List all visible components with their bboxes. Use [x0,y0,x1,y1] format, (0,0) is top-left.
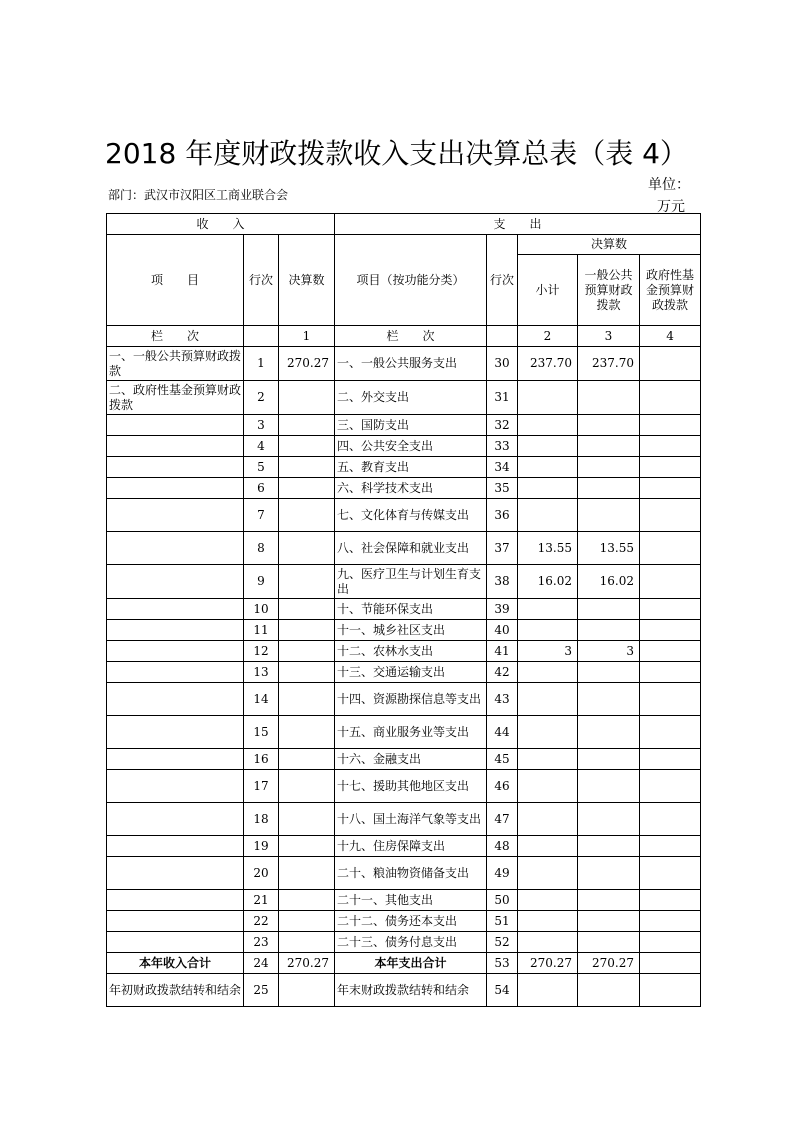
income-amount-cell [279,974,335,1007]
income-item-cell [107,803,244,836]
income-row-no-cell: 19 [244,836,279,857]
gov-fund-cell [640,532,701,565]
expense-row-no-cell: 44 [487,716,518,749]
expense-item-cell: 二、外交支出 [335,381,487,415]
general-budget-cell [578,499,640,532]
gov-fund-cell [640,381,701,415]
income-row-no-cell: 17 [244,770,279,803]
subtotal-header: 小计 [518,255,578,326]
table-row [107,532,701,565]
income-amount-cell [279,381,335,415]
col-1: 1 [279,326,335,347]
subtotal-cell [518,457,578,478]
income-item-cell [107,532,244,565]
table-row [107,662,701,683]
income-amount-cell [279,599,335,620]
gov-fund-cell [640,347,701,381]
expense-row-no-cell: 50 [487,890,518,911]
income-row-no-cell: 7 [244,499,279,532]
expense-item-cell: 十七、援助其他地区支出 [335,770,487,803]
expense-item-cell: 一、一般公共服务支出 [335,347,487,381]
income-amount-cell [279,532,335,565]
income-amount-header: 决算数 [279,235,335,326]
expense-item-cell: 九、医疗卫生与计划生育支出 [335,565,487,599]
expense-item-cell: 十、节能环保支出 [335,599,487,620]
gov-fund-cell [640,953,701,974]
table-row [107,836,701,857]
col-label-expense: 栏 次 [335,326,487,347]
income-item-cell [107,770,244,803]
expense-item-cell: 八、社会保障和就业支出 [335,532,487,565]
table-row [107,716,701,749]
table-row [107,770,701,803]
subtotal-cell [518,499,578,532]
income-amount-cell [279,803,335,836]
expense-row-no-cell: 39 [487,599,518,620]
gov-fund-cell [640,716,701,749]
subtotal-cell [518,890,578,911]
col-blank [244,326,279,347]
expense-row-no-cell: 40 [487,620,518,641]
general-budget-cell [578,683,640,716]
income-amount-cell [279,457,335,478]
col-2: 2 [518,326,578,347]
col-label-income: 栏 次 [107,326,244,347]
gov-fund-header: 政府性基金预算财政拨款 [640,255,701,326]
income-item-cell [107,457,244,478]
general-budget-cell [578,932,640,953]
income-item-cell [107,436,244,457]
income-amount-cell [279,415,335,436]
expense-row-no-cell: 53 [487,953,518,974]
expense-row-no-cell: 51 [487,911,518,932]
subtotal-cell [518,478,578,499]
subtotal-cell [518,770,578,803]
income-row-no-cell: 12 [244,641,279,662]
income-item-cell [107,836,244,857]
general-budget-cell [578,749,640,770]
subtotal-cell [518,749,578,770]
subtotal-cell [518,836,578,857]
income-item-cell [107,749,244,770]
expense-row-no-cell: 48 [487,836,518,857]
income-amount-cell [279,716,335,749]
income-amount-cell [279,857,335,890]
subtotal-cell [518,932,578,953]
income-item-cell [107,641,244,662]
expense-item-cell: 年末财政拨款结转和结余 [335,974,487,1007]
expense-item-cell: 十二、农林水支出 [335,641,487,662]
income-item-cell [107,890,244,911]
general-budget-cell [578,857,640,890]
expense-row-no-cell: 49 [487,857,518,890]
gov-fund-cell [640,974,701,1007]
subtotal-cell: 13.55 [518,532,578,565]
table-row [107,565,701,599]
expense-row-no-cell: 54 [487,974,518,1007]
table-row [107,436,701,457]
general-budget-cell [578,620,640,641]
page-title: 2018 年度财政拨款收入支出决算总表（表 4） [105,137,688,170]
gov-fund-cell [640,478,701,499]
income-row-no-cell: 4 [244,436,279,457]
subtotal-cell [518,974,578,1007]
income-item-cell [107,857,244,890]
subtotal-cell: 270.27 [518,953,578,974]
subtotal-cell [518,381,578,415]
expense-row-no-cell: 42 [487,662,518,683]
gov-fund-cell [640,599,701,620]
gov-fund-cell [640,683,701,716]
gov-fund-cell [640,662,701,683]
subtotal-cell [518,803,578,836]
subtotal-cell [518,857,578,890]
income-row-no-cell: 23 [244,932,279,953]
table-row [107,599,701,620]
income-item-cell [107,478,244,499]
expense-item-cell: 本年支出合计 [335,953,487,974]
general-budget-cell [578,890,640,911]
subtotal-cell [518,436,578,457]
expense-item-cell: 二十二、债务还本支出 [335,911,487,932]
income-row-no-cell: 11 [244,620,279,641]
income-row-no-cell: 24 [244,953,279,974]
income-amount-cell [279,662,335,683]
table-row [107,911,701,932]
expense-row-no-cell: 34 [487,457,518,478]
income-item-cell [107,911,244,932]
final-amount-header: 决算数 [518,235,701,255]
gov-fund-cell [640,620,701,641]
income-row-no-cell: 10 [244,599,279,620]
gov-fund-cell [640,836,701,857]
expense-row-no-cell: 32 [487,415,518,436]
income-row-no-cell: 13 [244,662,279,683]
table-row [107,457,701,478]
general-budget-cell [578,836,640,857]
gov-fund-cell [640,911,701,932]
gov-fund-cell [640,499,701,532]
expense-row-no-cell: 47 [487,803,518,836]
subtotal-cell: 3 [518,641,578,662]
income-row-no-cell: 6 [244,478,279,499]
subtotal-cell [518,716,578,749]
income-row-no-cell: 1 [244,347,279,381]
general-budget-cell: 13.55 [578,532,640,565]
income-item-cell [107,499,244,532]
table-row [107,803,701,836]
income-amount-cell [279,436,335,457]
income-item-cell: 本年收入合计 [107,953,244,974]
income-row-no-cell: 2 [244,381,279,415]
expense-item-cell: 十一、城乡社区支出 [335,620,487,641]
subtotal-cell [518,683,578,716]
department-label: 部门：武汉市汉阳区工商业联合会 [108,188,289,202]
col-blank [487,326,518,347]
expense-row-no-header: 行次 [487,235,518,326]
gov-fund-cell [640,803,701,836]
general-budget-cell [578,478,640,499]
table-row [107,683,701,716]
table-row [107,857,701,890]
table-row [107,953,701,974]
table-row [107,890,701,911]
income-amount-cell [279,749,335,770]
income-row-no-cell: 25 [244,974,279,1007]
subtotal-cell [518,662,578,683]
table-row [107,974,701,1007]
income-row-no-cell: 3 [244,415,279,436]
income-item-cell [107,932,244,953]
table-row [107,347,701,381]
expense-row-no-cell: 46 [487,770,518,803]
income-row-no-cell: 9 [244,565,279,599]
subtotal-cell [518,599,578,620]
income-amount-cell [279,911,335,932]
general-budget-cell [578,415,640,436]
subtotal-cell: 237.70 [518,347,578,381]
income-row-no-cell: 22 [244,911,279,932]
general-budget-cell [578,381,640,415]
expense-item-cell: 十五、商业服务业等支出 [335,716,487,749]
income-row-no-cell: 15 [244,716,279,749]
income-row-no-cell: 14 [244,683,279,716]
table-row [107,620,701,641]
expense-row-no-cell: 45 [487,749,518,770]
income-item-cell: 一、一般公共预算财政拨款 [107,347,244,381]
expense-item-cell: 二十三、债务付息支出 [335,932,487,953]
subtotal-cell [518,415,578,436]
income-row-no-cell: 16 [244,749,279,770]
expense-row-no-cell: 36 [487,499,518,532]
unit-label: 单位： [648,177,690,193]
income-amount-cell: 270.27 [279,347,335,381]
general-budget-cell: 270.27 [578,953,640,974]
expense-item-cell: 十三、交通运输支出 [335,662,487,683]
expense-row-no-cell: 43 [487,683,518,716]
income-row-no-cell: 20 [244,857,279,890]
income-row-no-cell: 21 [244,890,279,911]
income-item-cell [107,565,244,599]
general-budget-header: 一般公共预算财政拨款 [578,255,640,326]
expense-item-header: 项目（按功能分类） [335,235,487,326]
gov-fund-cell [640,932,701,953]
expense-item-cell: 二十、粮油物资储备支出 [335,857,487,890]
gov-fund-cell [640,565,701,599]
income-header: 收 入 [107,214,335,235]
income-amount-cell [279,641,335,662]
row-no-header: 行次 [244,235,279,326]
expense-item-cell: 五、教育支出 [335,457,487,478]
budget-table [106,213,701,1007]
table-row [107,381,701,415]
col-3: 3 [578,326,640,347]
income-row-no-cell: 5 [244,457,279,478]
income-row-no-cell: 8 [244,532,279,565]
income-amount-cell [279,620,335,641]
income-amount-cell [279,683,335,716]
income-amount-cell [279,932,335,953]
income-amount-cell [279,565,335,599]
expense-item-cell: 十四、资源勘探信息等支出 [335,683,487,716]
income-item-cell [107,620,244,641]
gov-fund-cell [640,436,701,457]
income-amount-cell [279,836,335,857]
general-budget-cell [578,770,640,803]
income-item-cell: 年初财政拨款结转和结余 [107,974,244,1007]
expense-row-no-cell: 30 [487,347,518,381]
expense-row-no-cell: 37 [487,532,518,565]
expense-item-cell: 十九、住房保障支出 [335,836,487,857]
subtotal-cell [518,620,578,641]
income-item-cell [107,599,244,620]
gov-fund-cell [640,457,701,478]
general-budget-cell [578,457,640,478]
income-row-no-cell: 18 [244,803,279,836]
expense-item-cell: 七、文化体育与传媒支出 [335,499,487,532]
general-budget-cell [578,974,640,1007]
subtotal-cell: 16.02 [518,565,578,599]
table-row [107,415,701,436]
income-item-cell [107,683,244,716]
general-budget-cell: 237.70 [578,347,640,381]
general-budget-cell [578,436,640,457]
income-item-cell [107,716,244,749]
general-budget-cell [578,803,640,836]
expense-header: 支 出 [335,214,701,235]
col-4: 4 [640,326,701,347]
expense-item-cell: 十六、金融支出 [335,749,487,770]
income-item-cell [107,662,244,683]
expense-row-no-cell: 38 [487,565,518,599]
table-row [107,932,701,953]
gov-fund-cell [640,890,701,911]
gov-fund-cell [640,641,701,662]
expense-row-no-cell: 33 [487,436,518,457]
general-budget-cell [578,716,640,749]
gov-fund-cell [640,770,701,803]
income-amount-cell [279,478,335,499]
income-item-cell: 二、政府性基金预算财政拨款 [107,381,244,415]
gov-fund-cell [640,857,701,890]
expense-row-no-cell: 35 [487,478,518,499]
gov-fund-cell [640,415,701,436]
gov-fund-cell [640,749,701,770]
general-budget-cell [578,911,640,932]
expense-item-cell: 二十一、其他支出 [335,890,487,911]
unit-value: 万元 [657,199,685,215]
general-budget-cell [578,599,640,620]
item-header: 项 目 [107,235,244,326]
expense-row-no-cell: 31 [487,381,518,415]
general-budget-cell [578,662,640,683]
general-budget-cell: 16.02 [578,565,640,599]
expense-row-no-cell: 41 [487,641,518,662]
income-item-cell [107,415,244,436]
subtotal-cell [518,911,578,932]
table-row [107,478,701,499]
table-row [107,641,701,662]
expense-item-cell: 十八、国土海洋气象等支出 [335,803,487,836]
table-row [107,749,701,770]
income-amount-cell: 270.27 [279,953,335,974]
income-amount-cell [279,890,335,911]
expense-item-cell: 三、国防支出 [335,415,487,436]
expense-item-cell: 六、科学技术支出 [335,478,487,499]
income-amount-cell [279,770,335,803]
general-budget-cell: 3 [578,641,640,662]
table-row [107,499,701,532]
expense-row-no-cell: 52 [487,932,518,953]
income-amount-cell [279,499,335,532]
expense-item-cell: 四、公共安全支出 [335,436,487,457]
